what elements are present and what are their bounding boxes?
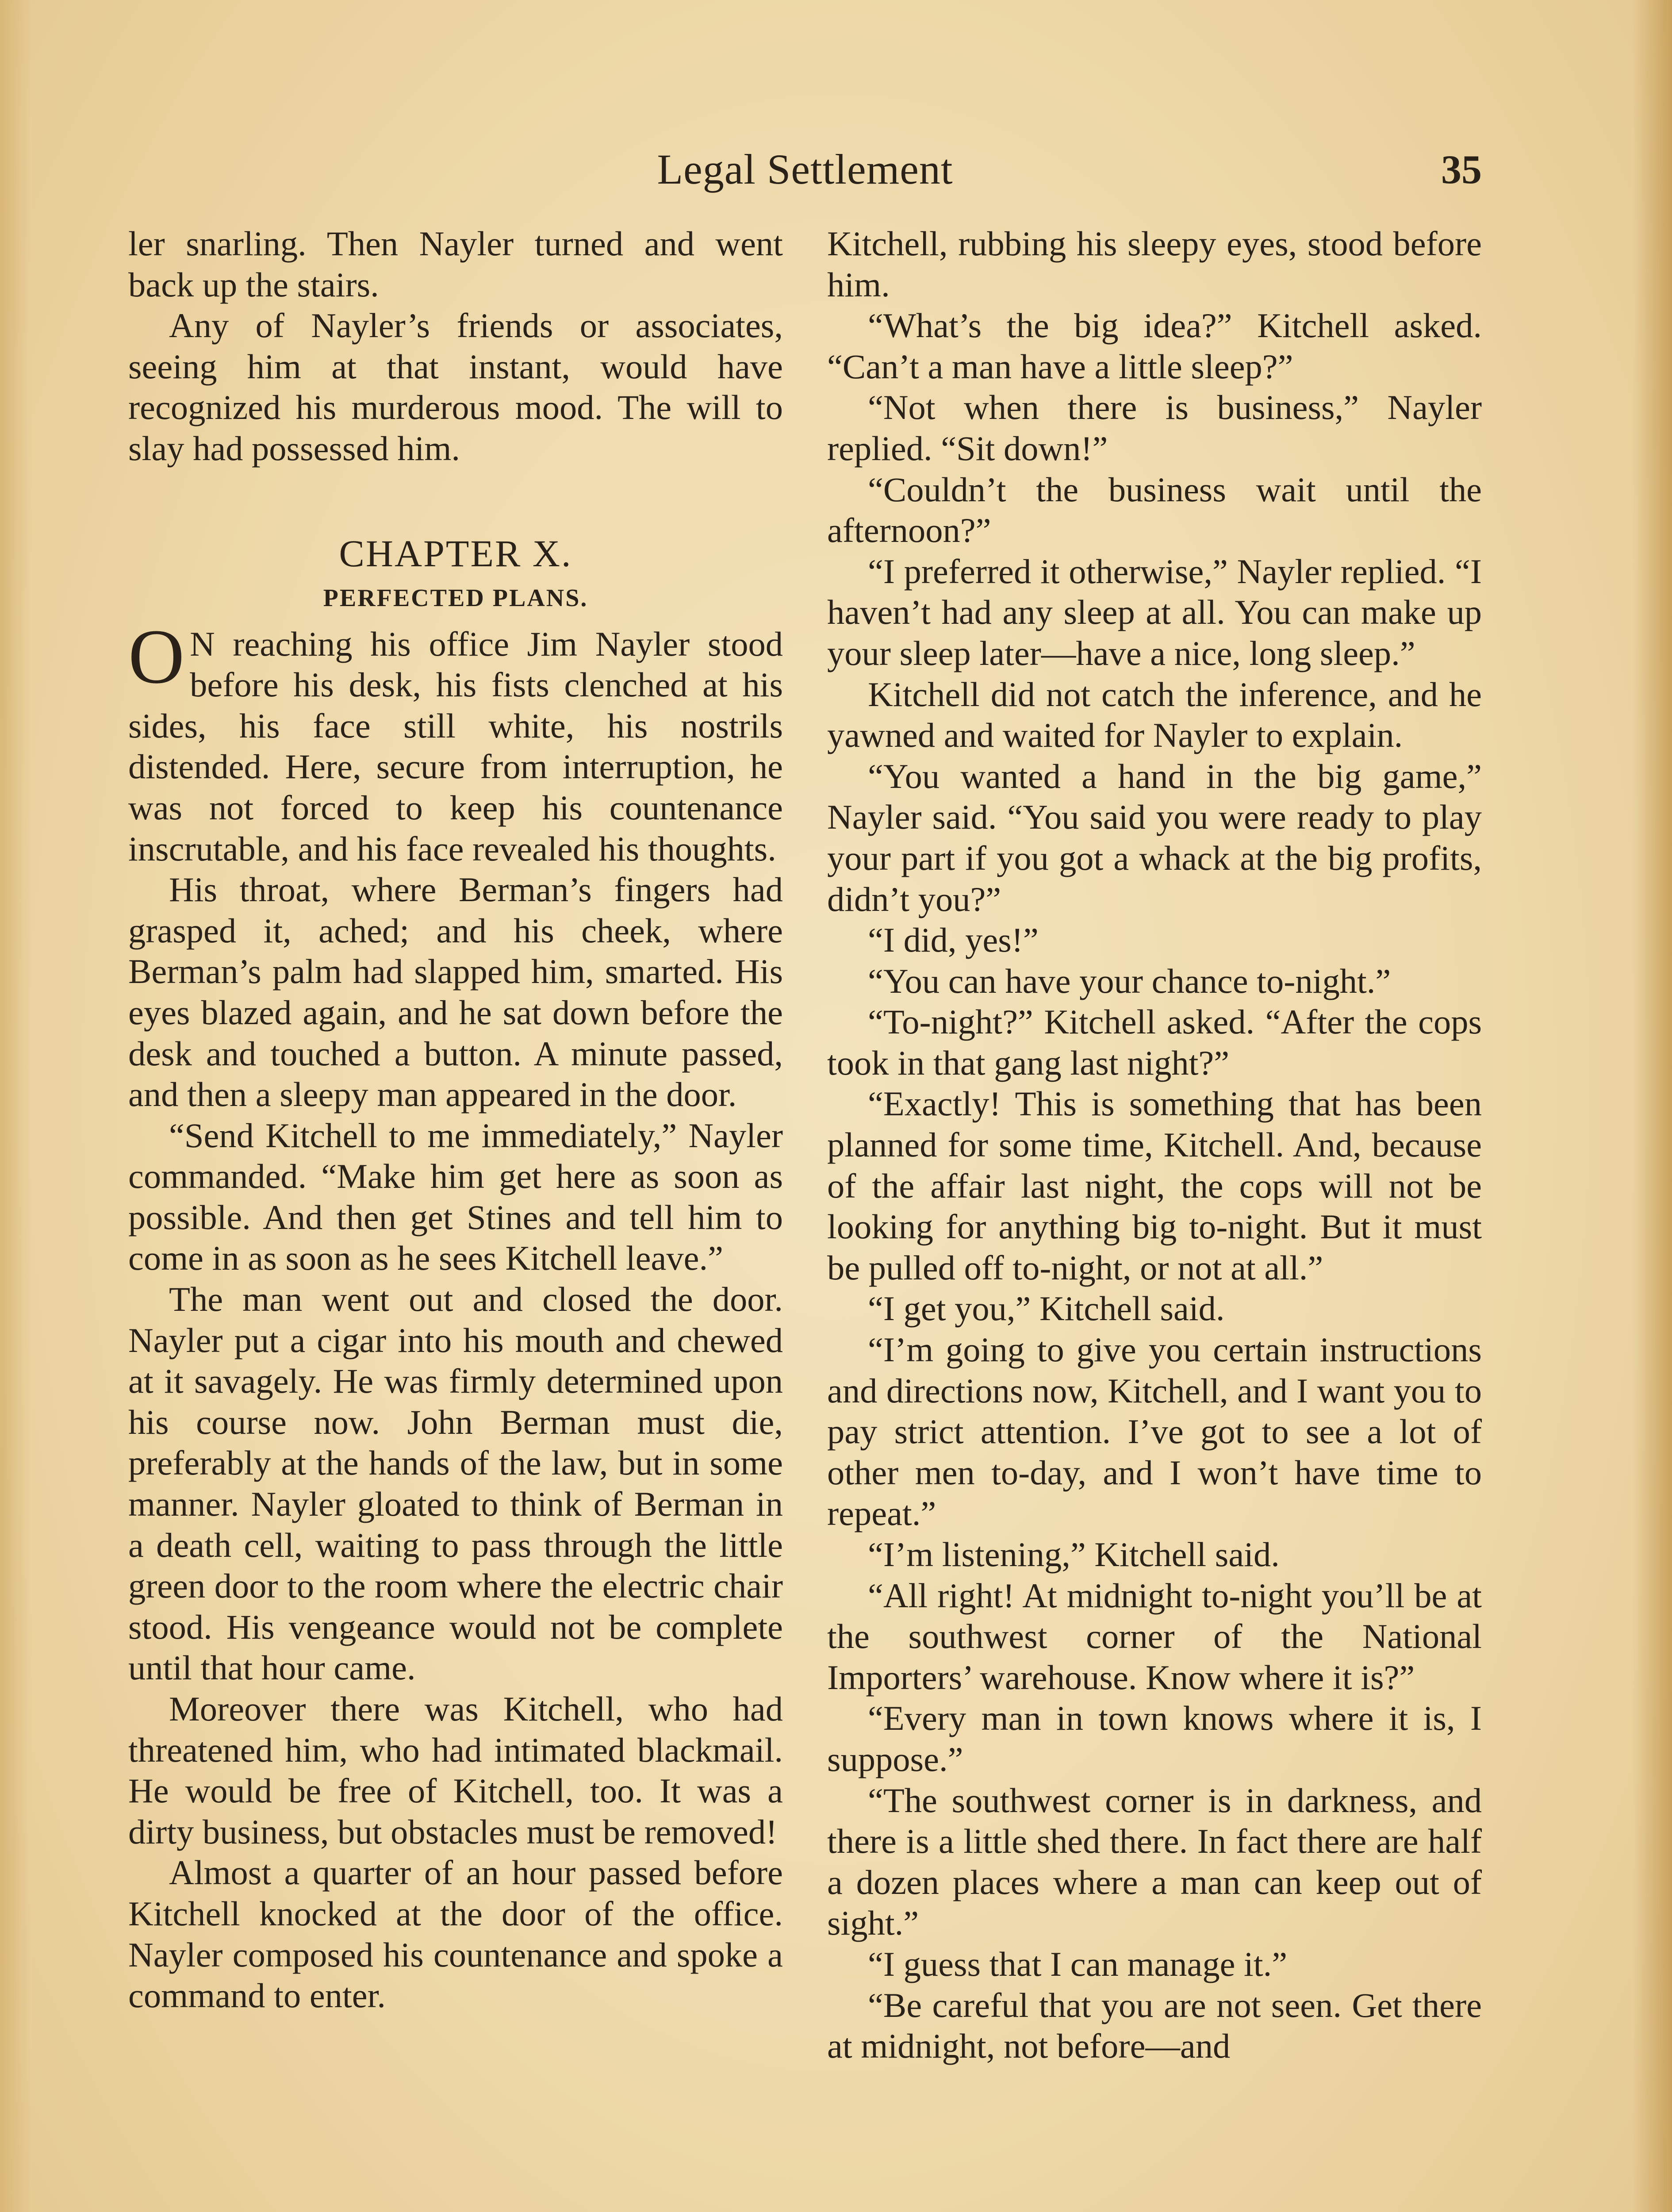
paragraph: “To-night?” Kitchell asked. “After the cops took in that gang last night?” bbox=[827, 1002, 1482, 1082]
paragraph: “I get you,” Kitchell said. bbox=[868, 1289, 1225, 1328]
chapter-subtitle: PERFECTED PLANS. bbox=[323, 584, 588, 612]
paragraph: Kitchell did not catch the inference, and he yawned and waited for Nayler to explain. bbox=[827, 675, 1482, 755]
text-column-left bbox=[128, 223, 783, 2016]
paragraph: “I did, yes!” bbox=[868, 921, 1039, 960]
paragraph: “I guess that I can manage it.” bbox=[868, 1944, 1288, 1983]
paragraph: “I’m listening,” Kitchell said. bbox=[868, 1535, 1280, 1574]
page-edge-shading-right bbox=[1632, 0, 1672, 2212]
paragraph: “Couldn’t the business wait until the afternoon?” bbox=[827, 470, 1482, 550]
paragraph: Any of Nayler’s friends or associates, seeing him at that instant, would have recognized his murderous mood. The will to slay had possessed him. bbox=[128, 306, 783, 468]
running-title: Legal Settlement bbox=[657, 146, 953, 193]
paragraph: “The southwest corner is in darkness, and there is a little shed there. In fact there are half a dozen places where a man can keep out of sight.” bbox=[827, 1781, 1482, 1943]
paragraph-text: N reaching his office Jim Nayler stood before his desk, his fists clenched at his sides, his face still white, his nostrils distended. Here, secure from interruption, he was not forced to keep his countenance inscrutable, and his face revealed his thoughts. bbox=[128, 624, 783, 868]
paragraph: ler snarling. Then Nayler turned and went back up the stairs. bbox=[128, 224, 783, 304]
paragraph: “All right! At midnight to-night you’ll be at the southwest corner of the National Importers’ warehouse. Know where it is?” bbox=[827, 1576, 1482, 1697]
paragraph: “Send Kitchell to me immediately,” Nayler commanded. “Make him get here as soon as possible. And then get Stines and tell him to come in as soon as he sees Kitchell leave.” bbox=[128, 1116, 783, 1278]
running-header bbox=[128, 141, 1482, 198]
paragraph: The man went out and closed the door. Nayler put a cigar into his mouth and chewed at it savagely. He was firmly determined upon his course now. John Berman must die, preferably at the hands of the law, but in some manner. Nayler gloated to think of Berman in a death cell, waiting to pass through the little green door to the room where the electric chair stood. His vengeance would not be complete until that hour came. bbox=[128, 1280, 783, 1687]
chapter-heading: CHAPTER X. bbox=[339, 532, 572, 575]
paragraph: “I preferred it otherwise,” Nayler replied. “I haven’t had any sleep at all. You can make up your sleep later—have a nice, long sleep.” bbox=[827, 552, 1482, 672]
paragraph: Moreover there was Kitchell, who had threatened him, who had intimated blackmail. He would be free of Kitchell, too. It was a dirty business, but obstacles must be removed! bbox=[128, 1690, 783, 1851]
paragraph: “Exactly! This is something that has been planned for some time, Kitchell. And, because of the affair last night, the cops will not be looking for anything big to-night. But it must be pulled off to-night, or not at all.” bbox=[827, 1084, 1482, 1287]
paragraph: His throat, where Berman’s fingers had grasped it, ached; and his cheek, where Berman’s palm had slapped him, smarted. His eyes blazed again, and he sat down before the desk and touched a button. A minute passed, and then a sleepy man appeared in the door. bbox=[128, 870, 783, 1114]
drop-cap: O bbox=[128, 613, 185, 700]
paragraph: “Every man in town knows where it is, I suppose.” bbox=[827, 1699, 1482, 1778]
paragraph: “What’s the big idea?” Kitchell asked. “Can’t a man have a little sleep?” bbox=[827, 306, 1482, 386]
paragraph: Kitchell, rubbing his sleepy eyes, stood before him. bbox=[827, 224, 1482, 304]
paragraph: “You can have your chance to-night.” bbox=[868, 961, 1391, 1000]
paragraph: Almost a quarter of an hour passed before Kitchell knocked at the door of the office. Nayler composed his countenance and spoke a command to enter. bbox=[128, 1853, 783, 2015]
paragraph: “Not when there is business,” Nayler replied. “Sit down!” bbox=[827, 388, 1482, 468]
paragraph: “I’m going to give you certain instructions and directions now, Kitchell, and I want you to pay strict attention. I’ve got to see a lot of other men to-day, and I won’t have time to repeat.” bbox=[827, 1330, 1482, 1533]
page-number: 35 bbox=[1441, 147, 1482, 192]
page-edge-shading-left bbox=[0, 0, 31, 2212]
paragraph: “You wanted a hand in the big game,” Nayler said. “You said you were ready to play your part if you got a whack at the big profits, didn’t you?” bbox=[827, 757, 1482, 918]
text-column-right bbox=[827, 223, 1482, 2067]
paragraph: “Be careful that you are not seen. Get there at midnight, not before—and bbox=[827, 1985, 1482, 2066]
chapter-opening-paragraph bbox=[128, 613, 783, 870]
